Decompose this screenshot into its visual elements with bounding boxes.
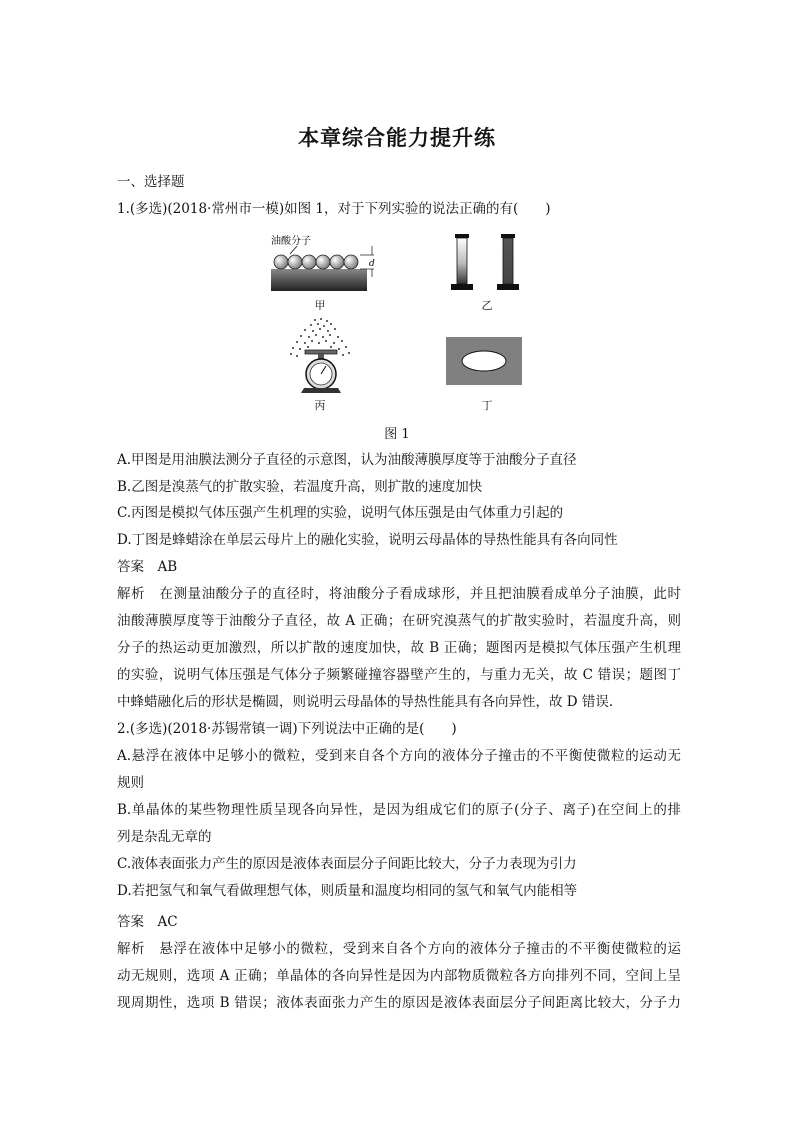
caption-ding: 丁	[481, 399, 493, 412]
q2-stem: 2.(多选)(2018·苏锡常镇一调)下列说法中正确的是( )	[117, 721, 457, 737]
q1-option-a: A.甲图是用油膜法测分子直径的示意图，认为油酸薄膜厚度等于油酸分子直径	[117, 452, 577, 468]
q1-analysis-line: 油酸薄膜厚度等于油酸分子直径，故 A 正确；在研究溴蒸气的扩散实验时，若温度升高，则	[117, 613, 681, 629]
caption-jia: 甲	[314, 299, 326, 312]
q1-analysis-line: 中蜂蜡融化后的形状是椭圆，则说明云母晶体的导热性能具有各向异性，故 D 错误.	[117, 694, 614, 710]
figure-caption: 图 1	[384, 427, 410, 442]
q1-option-c: C.丙图是模拟气体压强产生机理的实验，说明气体压强是由气体重力引起的	[117, 505, 564, 521]
q1-option-d: D.丁图是蜂蜡涂在单层云母片上的融化实验，说明云母晶体的导热性能具有各向同性	[117, 532, 618, 548]
q1-answer: 答案 AB	[117, 559, 178, 575]
q2-option-b-cont: 列是杂乱无章的	[117, 829, 212, 845]
q2-option-a-cont: 规则	[117, 775, 144, 791]
q2-option-b: B.单晶体的某些物理性质呈现各向异性，是因为组成它们的原子(分子、离子)在空间上的排	[117, 802, 681, 818]
page-title: 本章综合能力提升练	[298, 125, 496, 150]
q1-option-b: B.乙图是溴蒸气的扩散实验，若温度升高，则扩散的速度加快	[117, 479, 483, 495]
q1-stem: 1.(多选)(2018·常州市一模)如图 1，对于下列实验的说法正确的有( )	[117, 201, 551, 217]
q2-option-c: C.液体表面张力产生的原因是液体表面层分子间距比较大，分子力表现为引力	[117, 856, 577, 872]
label-d: d	[369, 259, 375, 269]
q1-analysis-line: 的实验，说明气体压强是气体分子频繁碰撞容器壁产生的，与重力无关，故 C 错误；题图丁	[117, 667, 681, 683]
q2-option-d: D.若把氢气和氧气看做理想气体，则质量和温度均相同的氢气和氧气内能相等	[117, 883, 578, 899]
caption-yi: 乙	[481, 299, 493, 312]
q2-analysis-line: 现周期性，选项 B 错误；液体表面张力产生的原因是液体表面层分子间距离比较大，分子力	[117, 995, 681, 1011]
label-oil-molecule: 油酸分子	[271, 236, 311, 247]
q1-analysis-line: 解析 在测量油酸分子的直径时，将油酸分子看成球形，并且把油膜看成单分子油膜，此时	[117, 586, 681, 602]
figure-bing-scale	[285, 316, 357, 396]
q1-analysis-line: 分子的热运动更加激烈，所以扩散的速度加快，故 B 正确；题图丙是模拟气体压强产生机理	[117, 640, 681, 656]
q2-analysis-line: 动无规则，选项 A 正确；单晶体的各向异性是因为内部物质微粒各方向排列不同，空间上呈	[117, 968, 681, 984]
figure-jia-oil-film	[268, 232, 378, 294]
caption-bing: 丙	[314, 399, 326, 412]
q2-answer: 答案 AC	[117, 914, 178, 930]
q2-option-a: A.悬浮在液体中足够小的微粒，受到来自各个方向的液体分子撞击的不平衡使微粒的运动无	[117, 748, 681, 764]
figure-ding-mica	[445, 336, 523, 386]
figure-yi-diffusion-tubes	[450, 234, 526, 292]
q2-analysis-line: 解析 悬浮在液体中足够小的微粒，受到来自各个方向的液体分子撞击的不平衡使微粒的运	[117, 941, 681, 957]
section-heading: 一、选择题	[117, 174, 185, 190]
